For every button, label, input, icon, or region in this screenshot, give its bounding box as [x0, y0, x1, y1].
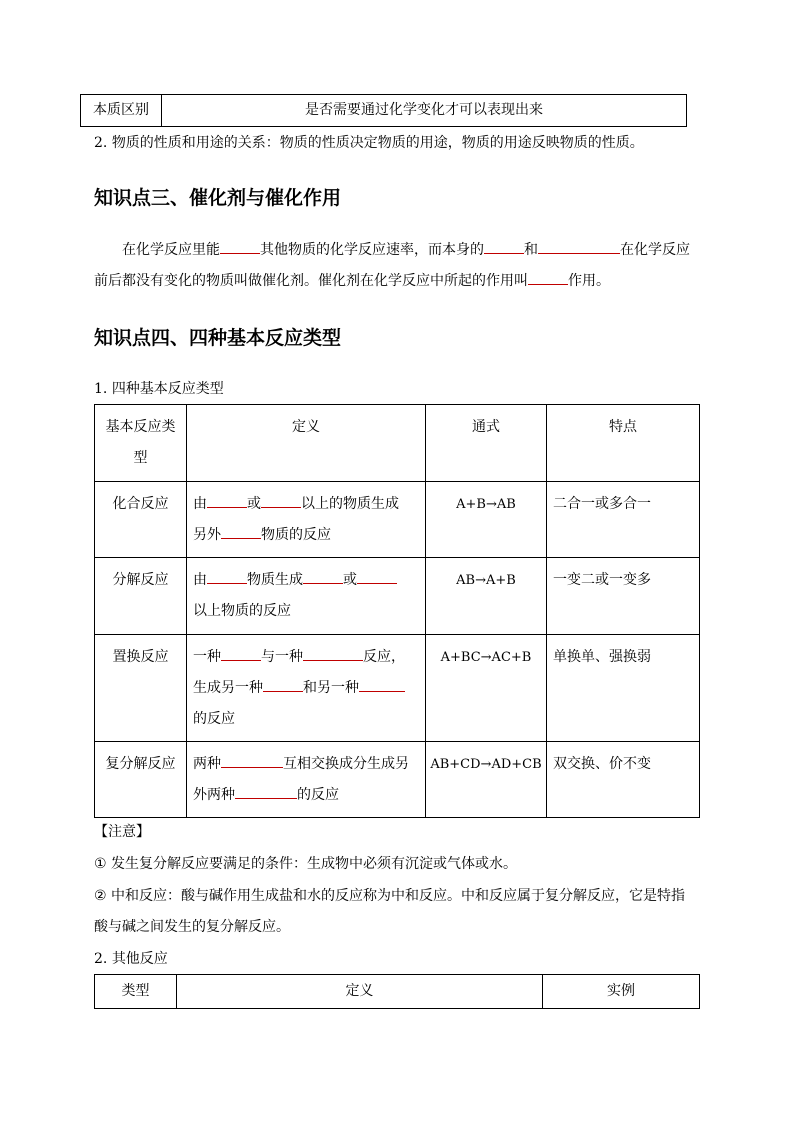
def-text: 的反应 [297, 787, 339, 803]
paragraph-number: 2. [94, 135, 108, 151]
blank [207, 493, 247, 508]
catalyst-text-5: 前后都没有变化的物质叫做催化剂。催化剂在化学反应中所起的作用叫 [94, 273, 528, 289]
row-type [95, 742, 187, 818]
row-formula-text: AB+CD→AD+CB [430, 757, 542, 772]
blank [303, 646, 363, 661]
row-feature [547, 635, 700, 742]
blank [484, 239, 524, 254]
table-row [95, 742, 700, 818]
row-type-text: 化合反应 [112, 496, 169, 512]
header-definition-text: 定义 [292, 419, 320, 435]
row-formula-text: A+B→AB [456, 497, 516, 512]
section-4-title: 知识点四、四种基本反应类型 [94, 327, 342, 349]
header-formula-text: 通式 [472, 419, 500, 435]
catalyst-text-4: 在化学反应 [620, 242, 690, 258]
blank [528, 270, 568, 285]
row-definition [187, 742, 426, 818]
subheading-text: 四种基本反应类型 [111, 381, 224, 397]
header-type [95, 405, 187, 482]
table-row [95, 558, 700, 635]
table-header-row [95, 975, 700, 1009]
def-text: 或 [343, 572, 357, 588]
def-text: 物质生成 [247, 572, 303, 588]
subheading-1 [94, 374, 224, 405]
row-feature [547, 482, 700, 558]
blank [263, 677, 303, 692]
blank [359, 677, 405, 692]
def-text: 互相交换成分生成另 [283, 756, 409, 772]
row-type-text: 分解反应 [112, 572, 169, 588]
def-text: 两种 [193, 756, 221, 772]
row-feature-text: 二合一或多合一 [553, 496, 651, 512]
blank [235, 784, 297, 799]
note-text-continued: 酸与碱之间发生的复分解反应。 [94, 919, 290, 935]
catalyst-text-2: 其他物质的化学反应速率，而本身的 [260, 242, 484, 258]
paragraph-text: 物质的性质和用途的关系：物质的性质决定物质的用途，物质的用途反映物质的性质。 [111, 135, 644, 151]
note-title: 【注意】 [94, 824, 150, 840]
row-feature [547, 558, 700, 635]
row-type [95, 558, 187, 635]
blank [207, 569, 247, 584]
row-feature [547, 742, 700, 818]
row-feature-text: 单换单、强换弱 [553, 649, 651, 665]
catalyst-text-6: 作用。 [568, 273, 610, 289]
essence-label-text: 本质区别 [93, 102, 149, 118]
other-header-definition-text: 定义 [345, 983, 374, 999]
other-header-type [95, 975, 177, 1009]
subheading-number: 2. [94, 951, 108, 967]
subheading-number: 1. [94, 381, 108, 397]
note-text: 中和反应：酸与碱作用生成盐和水的反应称为中和反应。中和反应属于复分解反应，它是特指 [111, 888, 686, 904]
other-header-definition [177, 975, 543, 1009]
essence-table [80, 94, 687, 127]
row-formula-text: AB→A+B [456, 573, 516, 588]
def-text: 以上物质的反应 [193, 603, 291, 619]
section-3-title: 知识点三、催化剂与催化作用 [94, 187, 342, 209]
blank [221, 646, 261, 661]
def-text: 或 [247, 496, 261, 512]
blank [221, 753, 283, 768]
row-definition [187, 558, 426, 635]
row-formula [426, 742, 547, 818]
row-type-text: 置换反应 [112, 649, 169, 665]
def-text: 与一种 [261, 649, 303, 665]
subheading-2 [94, 944, 168, 975]
other-reactions-table [94, 974, 700, 1009]
other-header-type-text: 类型 [121, 983, 150, 999]
note-mark: ② [94, 888, 107, 904]
blank [303, 569, 343, 584]
def-text: 一种 [193, 649, 221, 665]
essence-label [81, 95, 162, 127]
row-definition [187, 635, 426, 742]
def-text: 由 [193, 572, 207, 588]
def-text: 物质的反应 [261, 527, 331, 543]
catalyst-text-1: 在化学反应里能 [122, 242, 220, 258]
catalyst-paragraph [94, 235, 704, 297]
header-type-line-1: 基本反应类 [105, 419, 176, 435]
row-formula-text: A+BC→AC+B [440, 650, 532, 665]
header-type-line-2: 型 [133, 450, 148, 466]
row-feature-text: 双交换、价不变 [553, 756, 651, 772]
header-feature [547, 405, 700, 482]
row-formula [426, 635, 547, 742]
blank [220, 239, 260, 254]
essence-content-text: 是否需要通过化学变化才可以表现出来 [305, 102, 543, 118]
blank [221, 524, 261, 539]
other-header-example [543, 975, 700, 1009]
row-type [95, 482, 187, 558]
note-2 [94, 881, 704, 943]
row-type-text: 复分解反应 [105, 756, 176, 772]
def-text: 外两种 [193, 787, 235, 803]
note-mark: ① [94, 856, 107, 872]
row-definition [187, 482, 426, 558]
header-definition [187, 405, 426, 482]
def-text: 另外 [193, 527, 221, 543]
note-1 [94, 849, 517, 880]
catalyst-text-3: 和 [524, 242, 538, 258]
blank [538, 239, 620, 254]
blank [261, 493, 301, 508]
row-type [95, 635, 187, 742]
blank [357, 569, 397, 584]
def-text: 的反应 [193, 711, 235, 727]
def-text: 生成另一种 [193, 680, 263, 696]
subheading-text: 其他反应 [111, 951, 168, 967]
note-text: 发生复分解反应要满足的条件：生成物中必须有沉淀或气体或水。 [111, 856, 518, 872]
def-text: 以上的物质生成 [301, 496, 399, 512]
table-row [95, 635, 700, 742]
row-feature-text: 一变二或一变多 [553, 572, 651, 588]
essence-content [162, 95, 687, 127]
def-text: 和另一种 [303, 680, 359, 696]
other-header-example-text: 实例 [607, 983, 635, 999]
table-row [95, 482, 700, 558]
header-formula [426, 405, 547, 482]
table-header-row [95, 405, 700, 482]
reaction-types-table [94, 404, 700, 818]
property-use-paragraph [94, 128, 644, 159]
def-text: 由 [193, 496, 207, 512]
row-formula [426, 558, 547, 635]
header-feature-text: 特点 [609, 419, 637, 435]
row-formula [426, 482, 547, 558]
def-text: 反应， [363, 649, 405, 665]
